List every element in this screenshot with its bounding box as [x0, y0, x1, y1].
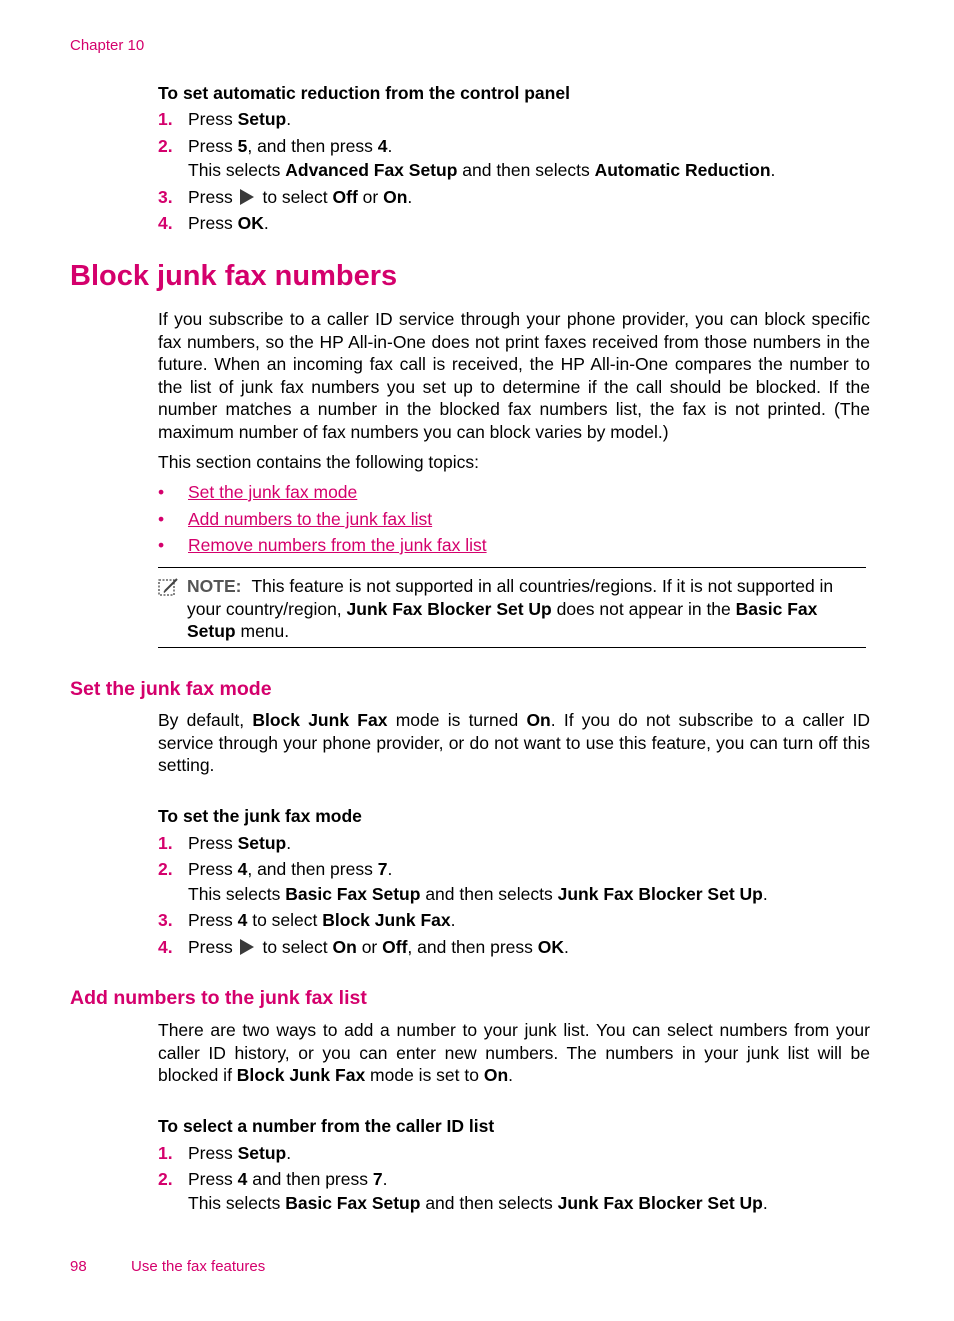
step-2: 2. Press 4, and then press 7.	[158, 859, 393, 879]
footer-section-title: Use the fax features	[131, 1258, 266, 1275]
step-2-detail: This selects Basic Fax Setup and then selects Junk Fax Blocker Set Up.	[188, 884, 768, 904]
add-paragraph: There are two ways to add a number to your junk list. You can select numbers from your caller ID history, or you can enter new numbers. The numbers in your junk list will be blocked if Block Junk Fax mode is set to On.	[158, 1020, 870, 1085]
chapter-label: Chapter 10	[70, 37, 145, 54]
step-2-detail: This selects Basic Fax Setup and then selects Junk Fax Blocker Set Up.	[188, 1193, 768, 1213]
topic-item: • Set the junk fax mode	[158, 482, 358, 502]
step-2-detail: This selects Advanced Fax Setup and then selects Automatic Reduction.	[188, 160, 776, 180]
step-3: 3. Press 4 to select Block Junk Fax.	[158, 910, 456, 930]
topic-item: • Remove numbers from the junk fax list	[158, 535, 487, 555]
right-arrow-icon	[240, 189, 254, 205]
step-1: 1. Press Setup.	[158, 833, 292, 853]
subheading-set-junk-fax-mode: Set the junk fax mode	[70, 678, 272, 700]
intro-paragraph: If you subscribe to a caller ID service through your phone provider, you can block specific fax numbers, so the HP All-in-One does not print faxes received from those numbers in the future. When an incoming fax call is received, the HP All-in-One compares the number to the list of junk fax numbers you set up to determine if the call should be blocked. If the number matches a number in the blocked fax numbers list, the fax is not printed. (The maximum number of fax numbers you can block varies by model.)	[158, 309, 870, 442]
step-1: 1. Press Setup.	[158, 1143, 292, 1163]
step-3: 3. Press to select Off or On.	[158, 187, 413, 207]
note-pencil-icon	[158, 577, 180, 597]
step-2: 2. Press 5, and then press 4.	[158, 136, 393, 156]
link-set-junk-fax-mode[interactable]: Set the junk fax mode	[188, 482, 358, 502]
step-2: 2. Press 4 and then press 7.	[158, 1169, 388, 1189]
step-4: 4. Press to select On or Off, and then press OK.	[158, 937, 569, 957]
topics-intro: This section contains the following topics:	[158, 452, 479, 472]
link-add-numbers[interactable]: Add numbers to the junk fax list	[188, 509, 433, 529]
procedure-title-caller-id: To select a number from the caller ID list	[158, 1116, 495, 1136]
procedure-title-junk-mode: To set the junk fax mode	[158, 806, 362, 826]
procedure-title-auto-reduction: To set automatic reduction from the control panel	[158, 83, 570, 103]
section-heading-block-junk: Block junk fax numbers	[70, 260, 398, 292]
link-remove-numbers[interactable]: Remove numbers from the junk fax list	[188, 535, 487, 555]
subheading-add-numbers: Add numbers to the junk fax list	[70, 987, 367, 1009]
mode-paragraph: By default, Block Junk Fax mode is turned On. If you do not subscribe to a caller ID service through your phone provider, or do not want to use this feature, you can turn off this setting.	[158, 710, 871, 775]
note-top-rule	[158, 567, 866, 568]
step-1: 1. Press Setup.	[158, 109, 292, 129]
right-arrow-icon	[240, 939, 254, 955]
note-box: NOTE: This feature is not supported in all countries/regions. If it is not supported in your country/region, Junk Fax Blocker Set Up does not appear in the Basic Fax Setup menu.	[158, 575, 870, 643]
note-bottom-rule	[158, 647, 866, 648]
page-number: 98	[70, 1258, 87, 1275]
step-4: 4. Press OK.	[158, 213, 269, 233]
topic-item: • Add numbers to the junk fax list	[158, 509, 433, 529]
